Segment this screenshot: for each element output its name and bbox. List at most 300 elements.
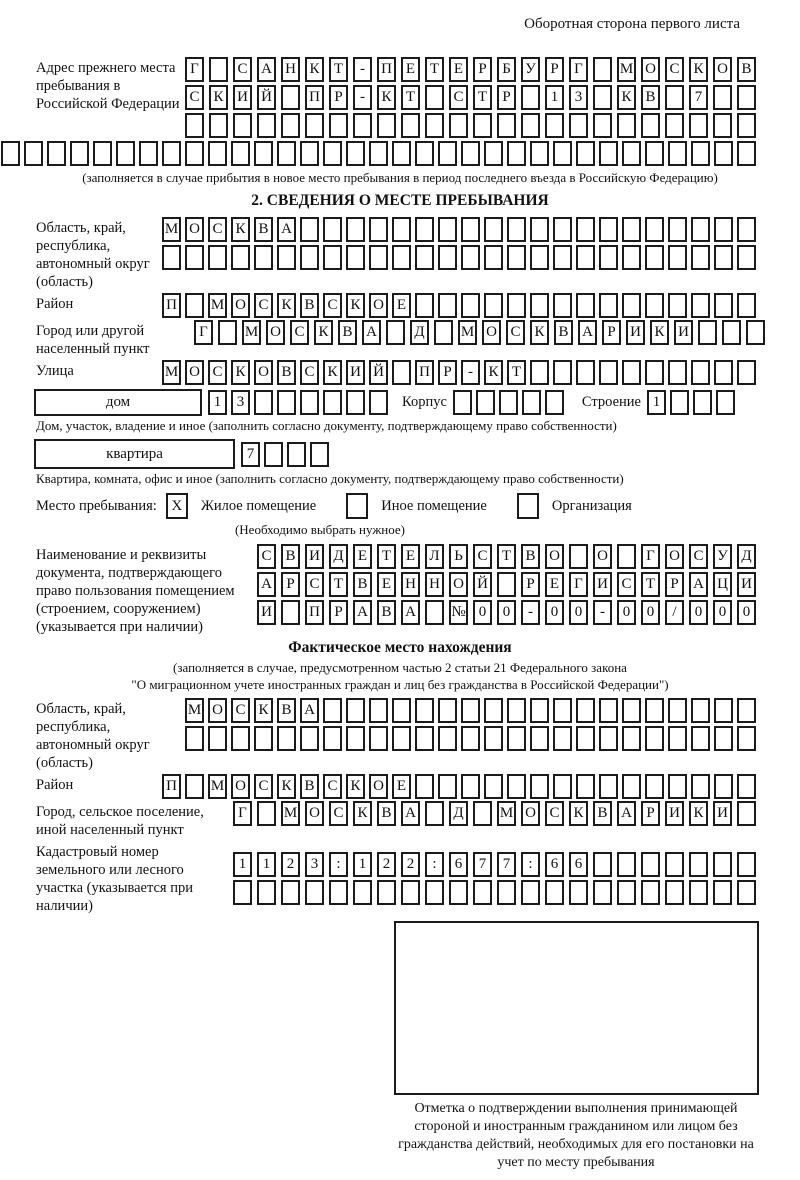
char-cell: В [300, 774, 319, 799]
char-cell: А [257, 572, 276, 597]
char-cell [425, 801, 444, 826]
char-cell: С [208, 360, 227, 385]
char-cell [392, 217, 411, 242]
char-cell: О [254, 360, 273, 385]
char-cell: О [449, 572, 468, 597]
char-cell [425, 85, 444, 110]
char-cell [473, 113, 492, 138]
char-cell [287, 442, 306, 467]
cadastral-label: Кадастровый номер земельного или лесного участка (указывается при наличии) [36, 844, 193, 914]
char-cell [300, 726, 319, 751]
char-cell [714, 141, 733, 166]
char-cell: М [242, 320, 261, 345]
char-cell [484, 726, 503, 751]
char-cell: Р [497, 85, 516, 110]
char-cell: Г [569, 57, 588, 82]
char-cell [645, 726, 664, 751]
char-cell [346, 698, 365, 723]
char-cell [714, 774, 733, 799]
char-cell [415, 726, 434, 751]
char-cell [668, 360, 687, 385]
char-cell: Т [377, 544, 396, 569]
char-cell: П [162, 774, 181, 799]
char-cell: С [689, 544, 708, 569]
house-caption: Дом, участок, владение и иное (заполнить согласно документу, подтверждающему право собственности) [36, 418, 617, 433]
char-cell [281, 85, 300, 110]
char-cell: И [593, 572, 612, 597]
apartment-box: квартира [34, 439, 235, 469]
char-cell: А [353, 600, 372, 625]
char-cell: У [521, 57, 540, 82]
char-cell [300, 390, 319, 415]
street-row [36, 360, 756, 385]
char-cell: К [377, 85, 396, 110]
char-cell: С [305, 572, 324, 597]
char-cell [209, 57, 228, 82]
char-row [1, 141, 756, 166]
char-cell: Д [449, 801, 468, 826]
char-cell [369, 217, 388, 242]
char-cell: Й [369, 360, 388, 385]
char-cell [254, 390, 273, 415]
char-cell: В [641, 85, 660, 110]
char-cell [484, 774, 503, 799]
apartment-caption: Квартира, комната, офис и иное (заполнить согласно документу, подтверждающему право собственности) [36, 471, 624, 486]
char-cell: В [521, 544, 540, 569]
char-cell: С [254, 774, 273, 799]
char-cell: И [665, 801, 684, 826]
char-cell [346, 217, 365, 242]
char-cell [714, 217, 733, 242]
char-cell: В [377, 600, 396, 625]
char-cell [507, 141, 526, 166]
char-cell [545, 113, 564, 138]
char-cell [737, 801, 756, 826]
char-cell: 6 [545, 852, 564, 877]
char-cell: К [231, 360, 250, 385]
char-cell: 1 [208, 390, 227, 415]
char-cell [576, 698, 595, 723]
char-cell [507, 245, 526, 270]
actual-location-caption-2: "О миграционном учете иностранных граждан и лиц без гражданства в Российской Федерации") [131, 677, 669, 692]
char-cell [377, 113, 396, 138]
char-cell: И [305, 544, 324, 569]
char-cell: М [497, 801, 516, 826]
city-cells [194, 320, 765, 345]
char-cell: О [266, 320, 285, 345]
char-row [194, 320, 765, 345]
char-row [185, 698, 756, 723]
char-cell [645, 293, 664, 318]
char-cell: С [617, 572, 636, 597]
char-row [185, 726, 756, 751]
actual-city-row [36, 801, 756, 839]
char-cell [484, 141, 503, 166]
char-cell: О [305, 801, 324, 826]
char-cell [305, 113, 324, 138]
char-row [162, 293, 756, 318]
char-cell [737, 113, 756, 138]
char-cell: А [277, 217, 296, 242]
char-cell: О [185, 360, 204, 385]
char-cell [257, 880, 276, 905]
stroenie-label: Строение [581, 394, 641, 410]
char-cell [438, 245, 457, 270]
char-cell [521, 85, 540, 110]
char-cell [645, 217, 664, 242]
char-cell [737, 880, 756, 905]
char-cell: М [208, 774, 227, 799]
char-cell [569, 113, 588, 138]
char-cell [714, 245, 733, 270]
char-cell [530, 774, 549, 799]
char-cell [254, 726, 273, 751]
char-cell [668, 141, 687, 166]
char-cell [47, 141, 66, 166]
char-cell [438, 293, 457, 318]
char-cell [323, 217, 342, 242]
char-cell [461, 774, 480, 799]
char-cell [670, 390, 689, 415]
char-cell [369, 726, 388, 751]
char-cell [553, 141, 572, 166]
char-cell [691, 217, 710, 242]
char-cell [593, 113, 612, 138]
char-cell [329, 113, 348, 138]
char-cell [737, 85, 756, 110]
char-cell: 0 [617, 600, 636, 625]
char-cell [617, 852, 636, 877]
char-cell [300, 245, 319, 270]
char-cell [746, 320, 765, 345]
char-cell [737, 245, 756, 270]
char-cell [622, 217, 641, 242]
char-cell: 1 [545, 85, 564, 110]
char-cell: Р [521, 572, 540, 597]
char-cell: Е [449, 57, 468, 82]
char-cell [24, 141, 43, 166]
char-cell: С [231, 698, 250, 723]
char-cell [415, 245, 434, 270]
char-cell: И [233, 85, 252, 110]
char-cell: 7 [241, 442, 260, 467]
char-cell: 0 [689, 600, 708, 625]
char-row [233, 801, 756, 826]
char-cell [473, 880, 492, 905]
char-cell [622, 245, 641, 270]
actual-city-cells [233, 801, 756, 826]
char-cell [438, 698, 457, 723]
actual-region-cells [185, 698, 756, 751]
char-cell [116, 141, 135, 166]
char-cell [668, 726, 687, 751]
char-cell [737, 360, 756, 385]
actual-city-label: Город, сельское поселение, иной населенный пункт [36, 804, 204, 838]
char-cell [641, 880, 660, 905]
char-cell [231, 141, 250, 166]
char-cell [185, 726, 204, 751]
char-cell [401, 113, 420, 138]
char-cell: И [346, 360, 365, 385]
actual-region-row [36, 698, 756, 772]
char-cell [329, 880, 348, 905]
char-cell: - [353, 85, 372, 110]
char-cell: К [231, 217, 250, 242]
char-cell: В [554, 320, 573, 345]
char-cell [569, 880, 588, 905]
char-cell: Е [545, 572, 564, 597]
char-cell [737, 217, 756, 242]
char-cell [714, 726, 733, 751]
cadastral-cells [233, 852, 756, 905]
char-cell: О [369, 293, 388, 318]
char-cell [254, 245, 273, 270]
char-row [185, 85, 756, 110]
char-cell: Е [353, 544, 372, 569]
char-cell [545, 880, 564, 905]
char-cell [665, 85, 684, 110]
char-cell: И [257, 600, 276, 625]
char-cell [713, 880, 732, 905]
char-cell: М [281, 801, 300, 826]
char-cell: Й [473, 572, 492, 597]
char-cell: : [425, 852, 444, 877]
char-cell [576, 360, 595, 385]
char-cell [323, 698, 342, 723]
cadastral-row [36, 841, 756, 915]
char-cell [208, 726, 227, 751]
actual-district-label: Район [36, 777, 74, 793]
char-cell: Е [392, 774, 411, 799]
char-cell: Е [392, 293, 411, 318]
char-cell: Г [233, 801, 252, 826]
char-cell [484, 698, 503, 723]
char-cell [716, 390, 735, 415]
char-cell [438, 141, 457, 166]
char-cell [530, 698, 549, 723]
apartment-cells [241, 442, 329, 467]
char-cell [369, 245, 388, 270]
char-cell: Т [497, 544, 516, 569]
organization-checkbox [517, 493, 539, 519]
house-number-cells [208, 390, 388, 415]
char-cell: С [473, 544, 492, 569]
char-cell [461, 217, 480, 242]
char-cell: И [737, 572, 756, 597]
char-cell [449, 880, 468, 905]
char-cell [499, 390, 518, 415]
char-cell: М [458, 320, 477, 345]
char-row [185, 113, 756, 138]
char-cell: П [305, 85, 324, 110]
char-cell: Д [329, 544, 348, 569]
char-cell: Е [401, 57, 420, 82]
actual-district-cells [162, 774, 756, 799]
char-cell [300, 217, 319, 242]
char-cell [438, 774, 457, 799]
char-cell [714, 293, 733, 318]
char-cell [691, 245, 710, 270]
char-cell: 0 [473, 600, 492, 625]
char-cell: Р [602, 320, 621, 345]
char-cell [553, 726, 572, 751]
char-cell [231, 726, 250, 751]
char-cell [593, 852, 612, 877]
char-cell: 2 [281, 852, 300, 877]
char-cell: К [305, 57, 324, 82]
char-cell: В [300, 293, 319, 318]
char-cell [691, 726, 710, 751]
char-cell [507, 698, 526, 723]
actual-location-caption-1: (заполняется в случае, предусмотренном частью 2 статьи 21 Федерального закона [173, 660, 627, 675]
char-cell [461, 698, 480, 723]
char-cell [689, 852, 708, 877]
char-cell [484, 217, 503, 242]
char-cell: М [208, 293, 227, 318]
char-cell [425, 600, 444, 625]
char-cell [668, 774, 687, 799]
char-cell: К [209, 85, 228, 110]
char-cell: С [300, 360, 319, 385]
char-cell [392, 245, 411, 270]
char-cell [530, 293, 549, 318]
char-cell: Р [473, 57, 492, 82]
char-cell: К [353, 801, 372, 826]
residential-label: Жилое помещение [200, 497, 317, 514]
char-row [257, 600, 756, 625]
char-cell: Р [665, 572, 684, 597]
char-cell: Н [425, 572, 444, 597]
char-cell: Т [507, 360, 526, 385]
char-cell: И [626, 320, 645, 345]
char-cell: Н [281, 57, 300, 82]
char-cell: С [449, 85, 468, 110]
char-cell: К [569, 801, 588, 826]
char-row [162, 360, 756, 385]
char-cell: 7 [689, 85, 708, 110]
char-row [162, 245, 756, 270]
char-row [233, 852, 756, 877]
char-cell [737, 852, 756, 877]
char-cell [593, 880, 612, 905]
char-cell: В [254, 217, 273, 242]
char-cell: С [185, 85, 204, 110]
char-row [162, 774, 756, 799]
korpus-cells [453, 390, 564, 415]
char-cell: В [353, 572, 372, 597]
char-cell: А [401, 600, 420, 625]
char-cell: У [713, 544, 732, 569]
char-cell [93, 141, 112, 166]
char-cell: - [353, 57, 372, 82]
char-cell: К [314, 320, 333, 345]
char-cell [641, 113, 660, 138]
char-cell [530, 217, 549, 242]
other-checkbox [346, 493, 368, 519]
char-cell: И [674, 320, 693, 345]
char-cell [599, 726, 618, 751]
char-cell [473, 801, 492, 826]
char-cell: М [162, 217, 181, 242]
char-cell: / [665, 600, 684, 625]
char-cell [392, 360, 411, 385]
char-cell: Ь [449, 544, 468, 569]
section2-title: 2. СВЕДЕНИЯ О МЕСТЕ ПРЕБЫВАНИЯ [251, 192, 549, 209]
char-cell [622, 726, 641, 751]
char-cell [576, 245, 595, 270]
char-cell [599, 245, 618, 270]
char-cell: И [713, 801, 732, 826]
char-cell [461, 245, 480, 270]
char-cell [593, 57, 612, 82]
korpus-label: Корпус [402, 394, 447, 410]
char-cell [281, 600, 300, 625]
char-cell [233, 113, 252, 138]
stay-option-residential [166, 493, 316, 519]
char-cell: С [233, 57, 252, 82]
stay-option-other [346, 493, 487, 519]
char-cell [691, 774, 710, 799]
char-cell [553, 698, 572, 723]
char-cell: 1 [257, 852, 276, 877]
char-cell [185, 293, 204, 318]
char-cell [346, 141, 365, 166]
char-cell: 0 [545, 600, 564, 625]
street-label: Улица [36, 363, 74, 379]
street-cells [162, 360, 756, 385]
char-cell [599, 698, 618, 723]
char-cell [521, 113, 540, 138]
choose-note: (Необходимо выбрать нужное) [234, 522, 406, 537]
residential-checkbox: X [166, 493, 188, 519]
char-cell [622, 141, 641, 166]
char-cell [622, 774, 641, 799]
char-cell: 7 [497, 852, 516, 877]
char-cell: 3 [305, 852, 324, 877]
char-cell: Й [257, 85, 276, 110]
stay-option-organization [517, 493, 632, 519]
char-row [233, 880, 756, 905]
char-row [257, 544, 756, 569]
char-cell [497, 880, 516, 905]
char-cell [665, 113, 684, 138]
char-cell [323, 245, 342, 270]
char-cell: С [257, 544, 276, 569]
char-cell [257, 801, 276, 826]
char-cell: Н [401, 572, 420, 597]
char-cell [737, 726, 756, 751]
char-cell [622, 698, 641, 723]
house-row [34, 389, 756, 416]
char-cell: 6 [569, 852, 588, 877]
char-cell: В [277, 698, 296, 723]
char-cell: К [650, 320, 669, 345]
char-cell [377, 880, 396, 905]
char-cell [645, 245, 664, 270]
char-cell [415, 293, 434, 318]
char-cell [599, 774, 618, 799]
char-cell [737, 293, 756, 318]
char-cell [617, 544, 636, 569]
char-cell: Т [641, 572, 660, 597]
char-cell: С [506, 320, 525, 345]
char-cell: Д [737, 544, 756, 569]
actual-district-row [36, 774, 756, 799]
char-cell [323, 390, 342, 415]
char-cell [617, 880, 636, 905]
char-cell [277, 726, 296, 751]
char-cell [231, 245, 250, 270]
